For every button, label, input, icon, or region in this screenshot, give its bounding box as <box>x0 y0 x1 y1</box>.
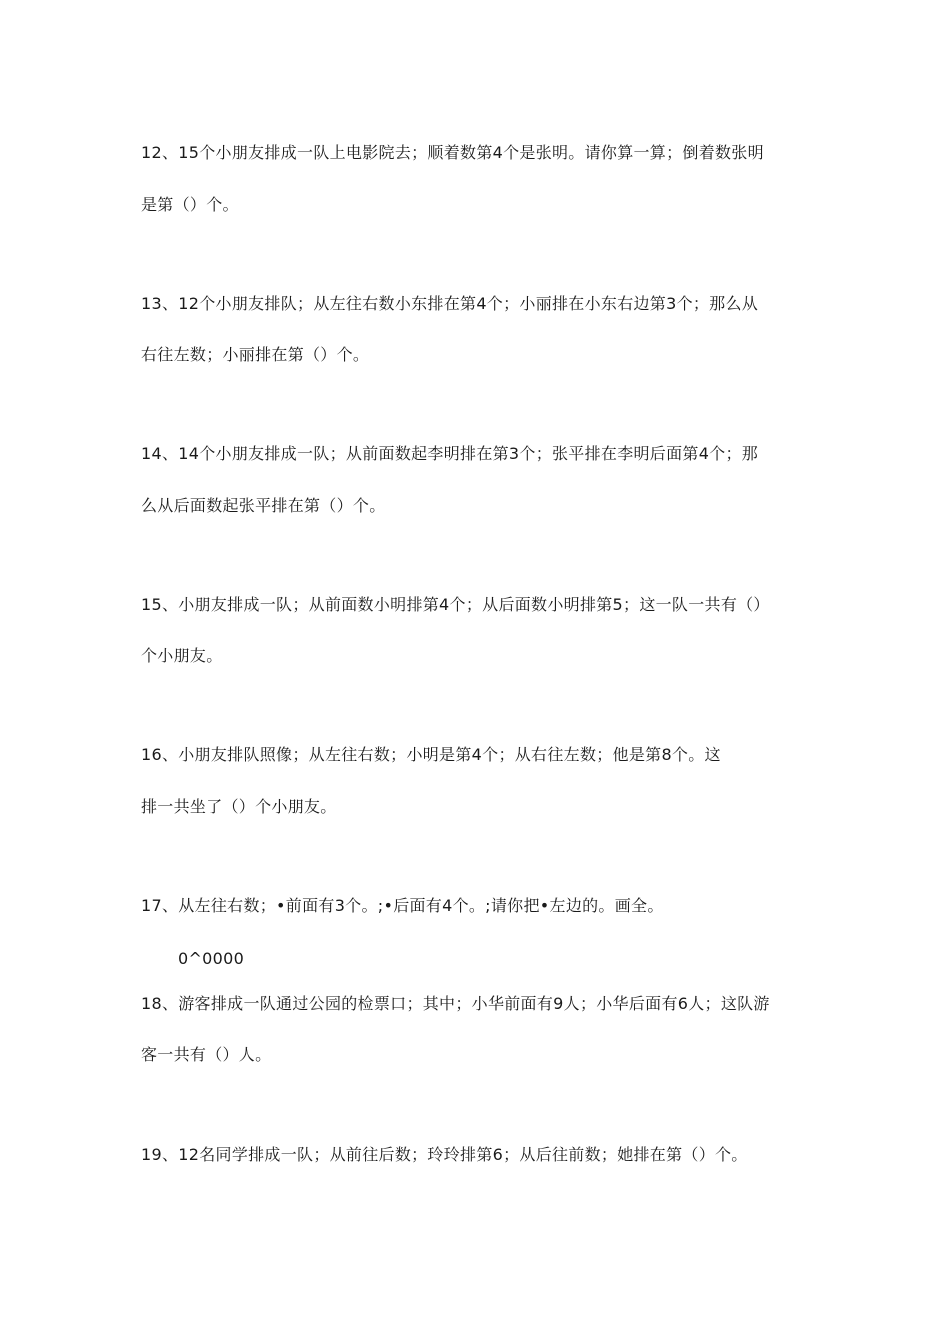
question-15-line-2: 个小朋友。 <box>141 646 223 665</box>
question-16-line-1: 16、小朋友排队照像；从左往右数；小明是第4个；从右往左数；他是第8个。这 <box>141 745 721 764</box>
question-15-line-1: 15、小朋友排成一队；从前面数小明排第4个；从后面数小明排第5；这一队一共有（） <box>141 595 770 614</box>
question-17-line-1: 17、从左往右数；•前面有3个。;•后面有4个。;请你把•左边的。画全。 <box>141 896 664 915</box>
question-18-line-2: 客一共有（）人。 <box>141 1045 272 1064</box>
question-16-line-2: 排一共坐了（）个小朋友。 <box>141 797 337 816</box>
question-17-figure: 0^0000 <box>178 949 245 968</box>
question-13-line-2: 右往左数；小丽排在第（）个。 <box>141 345 370 364</box>
question-13-line-1: 13、12个小朋友排队；从左往右数小东排在第4个；小丽排在小东右边第3个；那么从 <box>141 294 759 313</box>
question-14-line-1: 14、14个小朋友排成一队；从前面数起李明排在第3个；张平排在李明后面第4个；那 <box>141 444 759 463</box>
question-19-line-1: 19、12名同学排成一队；从前往后数；玲玲排第6；从后往前数；她排在第（）个。 <box>141 1145 748 1164</box>
question-14-line-2: 么从后面数起张平排在第（）个。 <box>141 496 386 515</box>
question-12-line-1: 12、15个小朋友排成一队上电影院去；顺着数第4个是张明。请你算一算；倒着数张明 <box>141 143 764 162</box>
question-18-line-1: 18、游客排成一队通过公园的检票口；其中；小华前面有9人；小华后面有6人；这队游 <box>141 994 770 1013</box>
question-12-line-2: 是第（）个。 <box>141 195 239 214</box>
